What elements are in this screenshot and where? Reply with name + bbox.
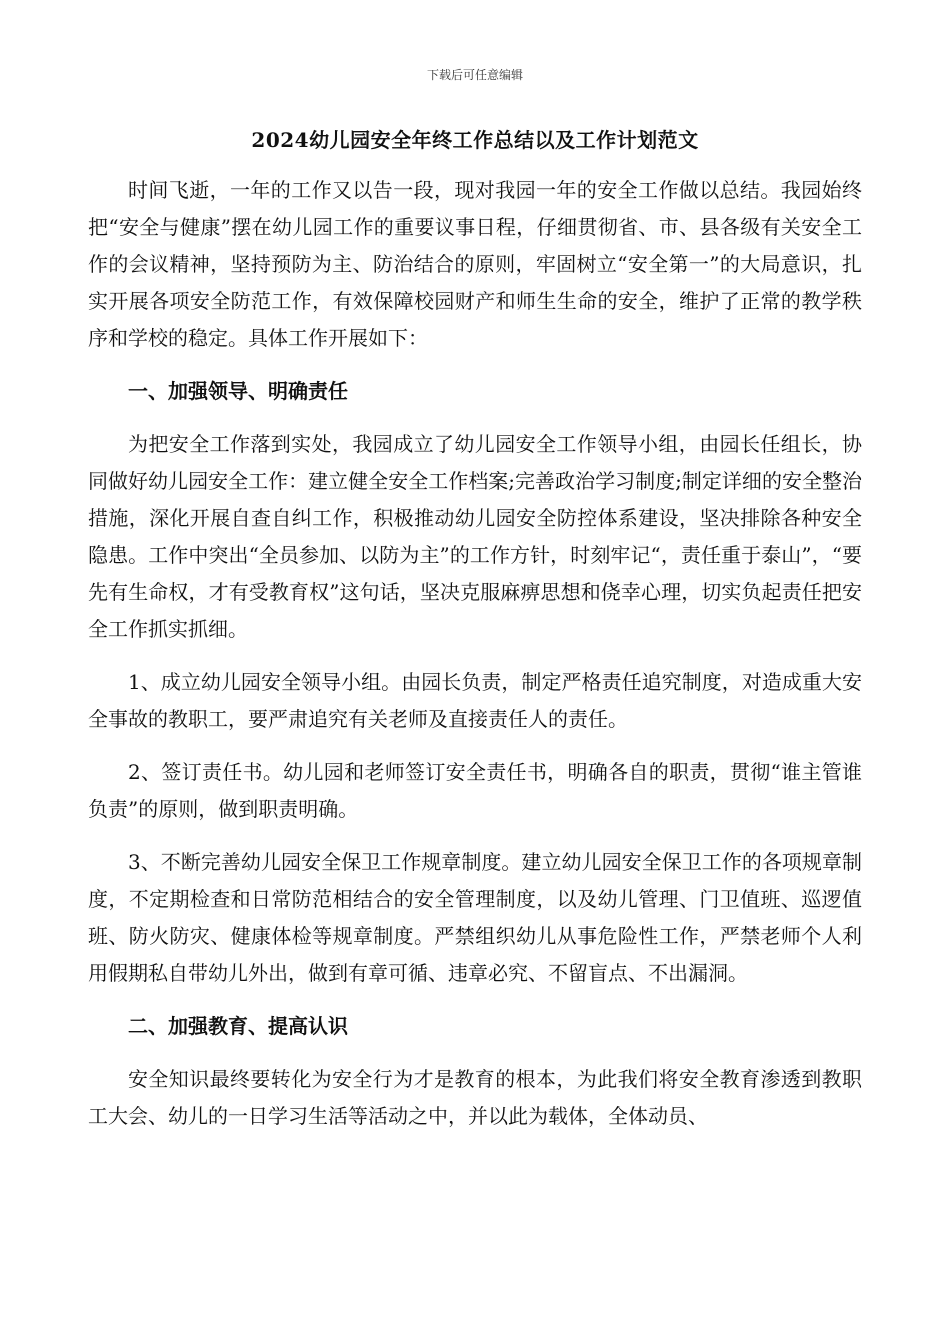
section-heading-2: 二、加强教育、提高认识 bbox=[128, 1014, 348, 1038]
document-title: 2024幼儿园安全年终工作总结以及工作计划范文 bbox=[251, 128, 699, 152]
document-body bbox=[88, 172, 862, 1151]
section-2-paragraph: 安全知识最终要转化为安全行为才是教育的根本，为此我们将安全教育渗透到教职工大会、幼儿的一日学习生活等活动之中，并以此为载体，全体动员、 bbox=[88, 1067, 862, 1128]
section-1-paragraph: 为把安全工作落到实处，我园成立了幼儿园安全工作领导小组，由园长任组长，协同做好幼儿园安全工作：建立健全安全工作档案;完善政治学习制度;制定详细的安全整治措施，深化开展自查自纠工作，积极推动幼儿园安全防控体系建设，坚决排除各种安全隐患。工作中突出“全员参加、以防为主”的工作方针，时刻牢记“，责任重于泰山”，“要先有生命权，才有受教育权”这句话，坚决克服麻痹思想和侥幸心理，切实负起责任把安全工作抓实抓细。 bbox=[88, 432, 862, 641]
intro-paragraph: 时间飞逝，一年的工作又以告一段，现对我园一年的安全工作做以总结。我园始终把“安全与健康”摆在幼儿园工作的重要议事日程，仔细贯彻省、市、县各级有关安全工作的会议精神，坚持预防为主、防治结合的原则，牢固树立“安全第一”的大局意识，扎实开展各项安全防范工作，有效保障校园财产和师生生命的安全，维护了正常的教学秩序和学校的稳定。具体工作开展如下： bbox=[88, 178, 862, 350]
section-1-item-1: 1、成立幼儿园安全领导小组。由园长负责，制定严格责任追究制度，对造成重大安全事故的教职工，要严肃追究有关老师及直接责任人的责任。 bbox=[88, 670, 862, 731]
section-1-item-2: 2、签订责任书。幼儿园和老师签订安全责任书，明确各自的职责，贯彻“谁主管谁负责”的原则，做到职责明确。 bbox=[88, 760, 862, 821]
section-1-item-3: 3、不断完善幼儿园安全保卫工作规章制度。建立幼儿园安全保卫工作的各项规章制度，不定期检查和日常防范相结合的安全管理制度，以及幼儿管理、门卫值班、巡逻值班、防火防灾、健康体检等规章制度。严禁组织幼儿从事危险性工作，严禁老师个人利用假期私自带幼儿外出，做到有章可循、违章必究、不留盲点、不出漏洞。 bbox=[88, 850, 862, 985]
section-heading-1: 一、加强领导、明确责任 bbox=[128, 379, 348, 403]
header-note: 下载后可任意编辑 bbox=[426, 68, 523, 82]
